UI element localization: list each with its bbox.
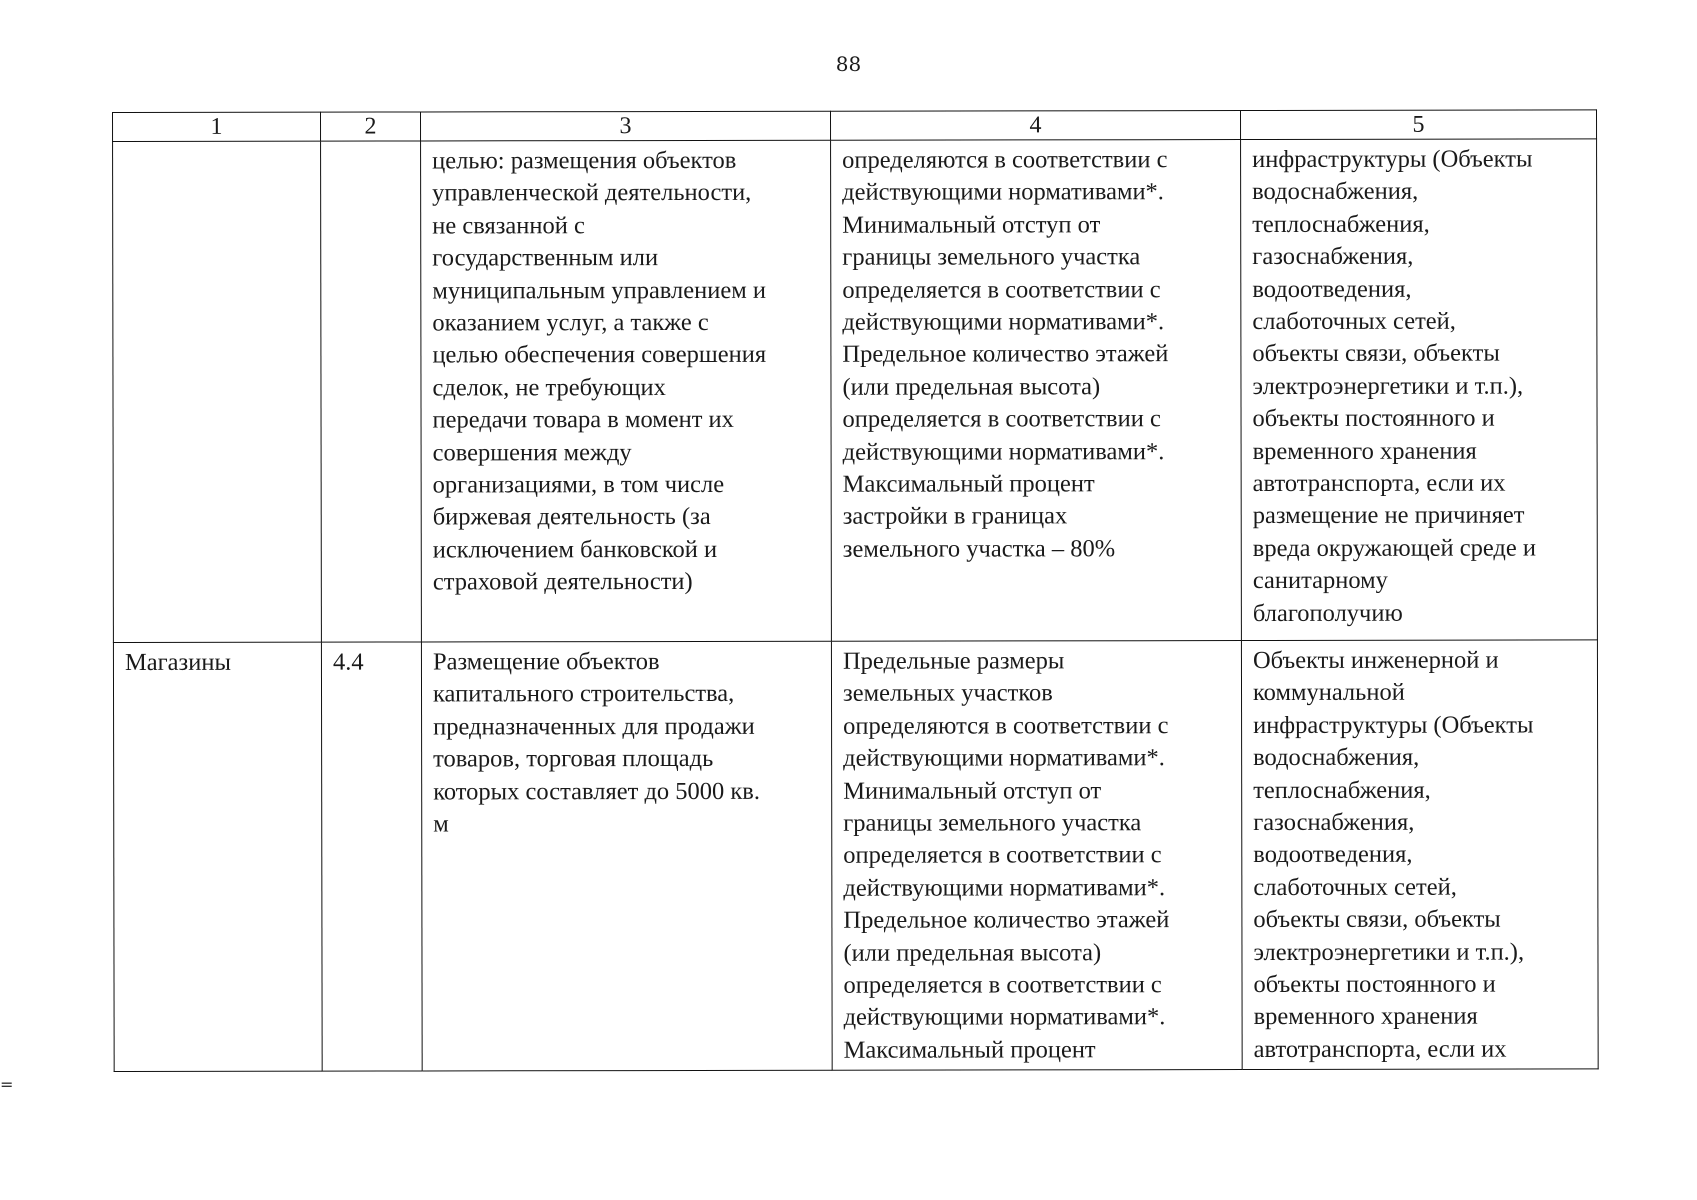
page-number: 88 xyxy=(835,52,862,76)
column-header-4: 4 xyxy=(830,111,1240,141)
parameters-cell: Предельные размеры земельных участков определяются в соответствии с действующими нормативами*. Минимальный отступ от границы земельного участка определяется в соответствии с действующими нормативами*. Предельное количество этажей (или предельная высота) определяется в соответствии с действующими нормативами*. Максимальный процент xyxy=(831,641,1242,1071)
auxiliary-objects-cell: инфраструктуры (Объекты водоснабжения, теплоснабжения, газоснабжения, водоотведения, слаботочных сетей, объекты связи, объекты электроэнергетики и т.п.), объекты постоянного и временного хранения автотранспорта, если их размещение не причиняет вреда окружающей среде и санитарному благополучию xyxy=(1241,139,1598,641)
column-header-1: 1 xyxy=(113,112,321,141)
land-use-description-cell: Размещение объектов капитального строительства, предназначенных для продажи товаров, торговая площадь которых составляет до 5000 кв. м xyxy=(421,641,832,1071)
land-use-code-cell xyxy=(321,141,422,642)
margin-mark: = xyxy=(0,1075,14,1094)
table-header-row xyxy=(113,110,1597,142)
land-use-name-cell xyxy=(113,141,322,642)
land-use-table xyxy=(112,109,1599,1072)
land-use-code-cell: 4.4 xyxy=(321,642,422,1071)
table-row xyxy=(113,640,1598,1072)
auxiliary-objects-cell: Объекты инженерной и коммунальной инфраструктуры (Объекты водоснабжения, теплоснабжения, газоснабжения, водоотведения, слаботочных сетей, объекты связи, объекты электроэнергетики и т.п.), объекты постоянного и временного хранения автотранспорта, если их xyxy=(1241,640,1598,1070)
column-header-3: 3 xyxy=(421,111,831,141)
land-use-description-cell: целью: размещения объектов управленческой деятельности, не связанной с государственным или муниципальным управлением и оказанием услуг, а также с целью обеспечения совершения сделок, не требующих передачи товара в момент их совершения между организациями, в том числе биржевая деятельность (за исключением банковской и страховой деятельности) xyxy=(421,140,832,642)
table-row xyxy=(113,139,1598,643)
parameters-cell: определяются в соответствии с действующими нормативами*. Минимальный отступ от границы земельного участка определяется в соответствии с действующими нормативами*. Предельное количество этажей (или предельная высота) определяется в соответствии с действующими нормативами*. Максимальный процент застройки в границах земельного участка – 80% xyxy=(831,140,1242,642)
column-header-2: 2 xyxy=(321,112,421,141)
land-use-name-cell: Магазины xyxy=(113,642,322,1071)
column-header-5: 5 xyxy=(1240,110,1596,140)
